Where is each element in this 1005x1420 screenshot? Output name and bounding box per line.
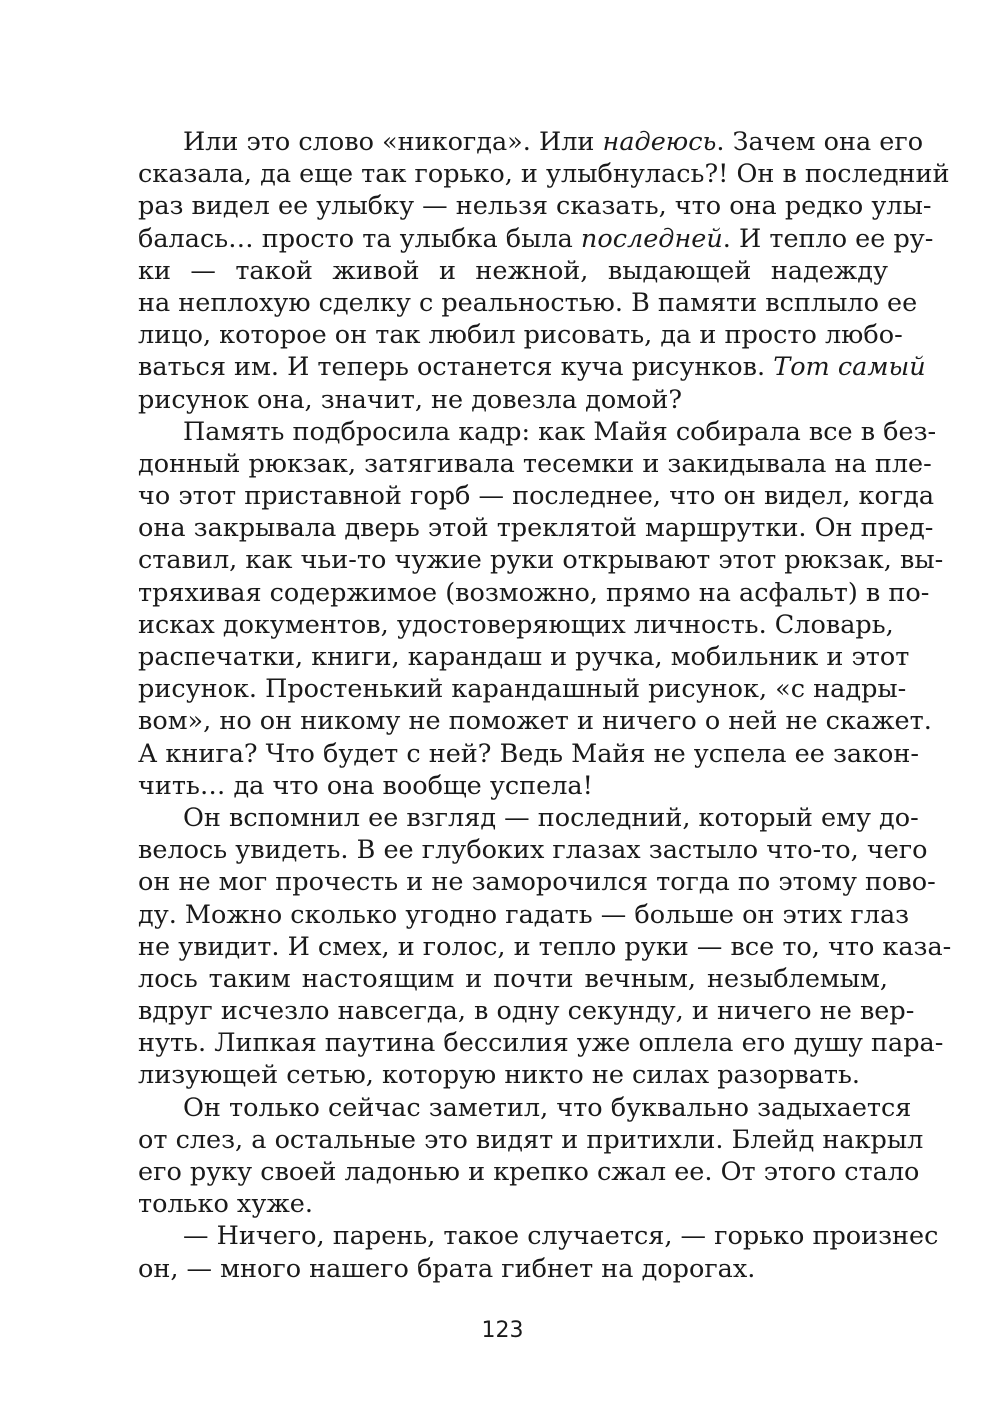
text-line <box>138 1027 944 1059</box>
text-line <box>138 1188 888 1220</box>
text-line <box>138 1124 924 1156</box>
text-segment: — Ничего, парень, такое случается, — горько произнес <box>183 1221 939 1252</box>
text-segment: Память подбросила кадр: как Майя собирала все в без- <box>183 416 937 447</box>
text-segment: Или это слово «никогда». Или <box>183 127 603 157</box>
text-segment: раз видел ее улыбку — нельзя сказать, что она редко улы- <box>138 191 932 222</box>
text-line <box>138 190 932 222</box>
text-line <box>138 1220 939 1252</box>
text-line <box>138 255 888 287</box>
text-segment: . Зачем она его <box>716 127 924 157</box>
text-segment: распечатки, книги, карандаш и ручка, мобильник и этот <box>138 642 910 672</box>
text-line <box>138 384 888 416</box>
paragraph <box>138 416 944 802</box>
text-segment: лицо, которое он так любил рисовать, да и просто любо- <box>138 320 903 351</box>
text-segment: только хуже. <box>138 1189 313 1220</box>
text-line <box>138 963 888 995</box>
text-line <box>138 158 950 190</box>
text-segment: исках документов, удостоверяющих личность. Словарь, <box>138 609 894 640</box>
page-body <box>138 126 952 1285</box>
text-segment: балась… просто та улыбка была <box>138 223 581 254</box>
paragraph <box>138 802 952 1092</box>
text-segment: ки — такой живой и нежной, выдающей надежду <box>138 255 888 286</box>
text-line <box>138 480 935 512</box>
text-line <box>138 995 915 1027</box>
text-segment: нуть. Липкая паутина бессилия уже оплела его душу пара- <box>138 1028 944 1059</box>
text-segment: он не мог прочесть и не заморочился тогда по этому пово- <box>138 867 936 898</box>
text-line <box>138 673 907 705</box>
text-line <box>138 834 928 866</box>
paragraph <box>138 126 950 416</box>
text-segment: сказала, да еще так горько, и улыбнулась?! Он в последний <box>138 159 950 190</box>
paragraph <box>138 1092 924 1221</box>
text-line <box>138 609 894 641</box>
italic-text: последней <box>580 223 723 254</box>
text-segment: он, — много нашего брата гибнет на дорогах. <box>138 1253 756 1284</box>
text-segment: на неплохую сделку с реальностью. В памяти всплыло ее <box>138 287 918 318</box>
text-line <box>138 802 919 834</box>
text-line <box>138 126 924 158</box>
text-segment: она закрывала дверь этой треклятой маршрутки. Он пред- <box>138 513 934 544</box>
text-segment: вом», но он никому не поможет и ничего о ней не скажет. <box>138 706 932 737</box>
text-segment: рисунок она, значит, не довезла домой? <box>138 384 683 415</box>
text-segment: его руку своей ладонью и крепко сжал ее. От этого стало <box>138 1157 920 1187</box>
text-line <box>138 223 934 255</box>
text-segment: донный рюкзак, затягивала тесемки и закидывала на пле- <box>138 448 932 479</box>
text-segment: . И тепло ее ру- <box>722 223 934 254</box>
text-segment: тряхивая содержимое (возможно, прямо на асфальт) в по- <box>138 577 930 608</box>
text-line <box>138 448 932 480</box>
text-line <box>138 770 888 802</box>
text-line <box>138 899 910 931</box>
text-line <box>138 287 918 319</box>
text-segment: велось увидеть. В ее глубоких глазах застыло что-то, чего <box>138 835 928 866</box>
text-line <box>138 931 952 963</box>
text-line <box>138 577 930 609</box>
text-segment: Он только сейчас заметил, что буквально задыхается <box>183 1092 912 1123</box>
text-line <box>138 1092 912 1124</box>
paragraph <box>138 1220 939 1284</box>
text-segment: лось таким настоящим и почти вечным, незыблемым, <box>138 963 888 994</box>
text-line <box>138 641 910 673</box>
text-line <box>138 416 937 448</box>
text-line <box>138 866 936 898</box>
text-segment: Он вспомнил ее взгляд — последний, который ему до- <box>183 802 919 833</box>
text-segment: ваться им. И теперь останется куча рисунков. <box>138 352 774 383</box>
text-line <box>138 351 926 383</box>
text-segment: ду. Можно сколько угодно гадать — больше он этих глаз <box>138 899 910 930</box>
text-segment: А книга? Что будет с ней? Ведь Майя не успела ее закон- <box>138 738 919 769</box>
text-segment: чить… да что она вообще успела! <box>138 770 593 801</box>
text-segment: чо этот приставной горб — последнее, что он видел, когда <box>138 481 935 512</box>
italic-text: надеюсь <box>602 127 717 157</box>
text-segment: вдруг исчезло навсегда, в одну секунду, и ничего не вер- <box>138 996 915 1027</box>
text-segment: рисунок. Простенький карандашный рисунок, «с надры- <box>138 674 907 705</box>
text-line <box>138 512 934 544</box>
text-segment: от слез, а остальные это видят и притихли. Блейд накрыл <box>138 1124 924 1155</box>
text-line <box>138 705 932 737</box>
text-line <box>138 1059 888 1091</box>
text-segment: ставил, как чьи-то чужие руки открывают этот рюкзак, вы- <box>138 545 944 576</box>
text-line <box>138 1156 920 1188</box>
italic-text: Тот самый <box>773 352 926 383</box>
text-line <box>138 319 903 351</box>
text-line <box>138 544 944 576</box>
text-segment: лизующей сетью, которую никто не силах разорвать. <box>138 1060 860 1091</box>
text-line <box>138 738 919 770</box>
page-number: 123 <box>481 1318 524 1343</box>
text-line <box>138 1253 888 1285</box>
text-segment: не увидит. И смех, и голос, и тепло руки — все то, что каза- <box>138 931 952 962</box>
